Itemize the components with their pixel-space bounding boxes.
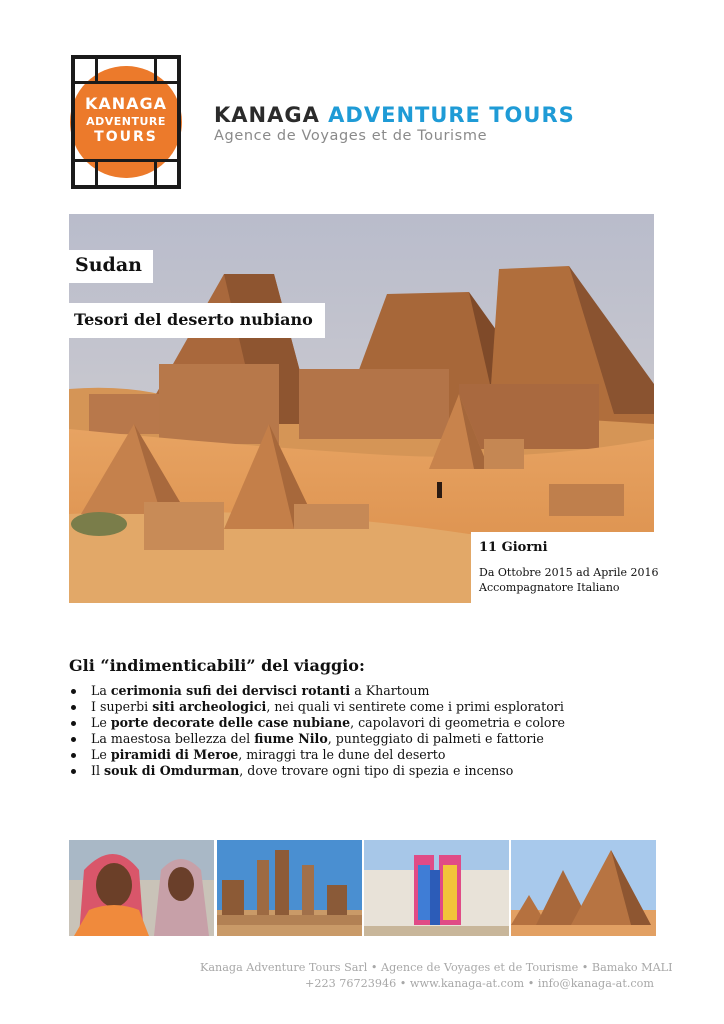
item-text: , dove trovare ogni tipo di spezia e incenso (239, 763, 514, 778)
item-text: Il (91, 763, 105, 778)
footer-line-1: Kanaga Adventure Tours Sarl • Agence de Voyages et de Tourisme • Bamako MALI (200, 961, 673, 974)
list-item (69, 715, 565, 731)
list-item (69, 731, 565, 747)
item-text: , miraggi tra le dune del deserto (238, 747, 446, 762)
page-title: Sudan (75, 254, 142, 276)
company-logo (68, 55, 184, 189)
list-item (69, 683, 565, 699)
bullet-icon (71, 769, 76, 774)
brand-subtitle: Agence de Voyages et de Tourisme (214, 128, 488, 144)
trip-dates: Da Ottobre 2015 ad Aprile 2016 (479, 566, 659, 579)
item-text: La maestosa bellezza del (91, 731, 255, 746)
logo-line-3: TOURS (94, 129, 158, 145)
bullet-icon (71, 705, 76, 710)
item-bold: souk di Omdurman (104, 763, 240, 778)
subtitle-box (69, 303, 325, 338)
photo-nubian-door (364, 840, 509, 936)
item-text: , nei quali vi sentirete come i primi esploratori (266, 699, 564, 714)
brand-name-kanaga: KANAGA (214, 103, 329, 127)
item-text: a Khartoum (350, 683, 430, 698)
highlights-heading: Gli “indimenticabili” del viaggio: (69, 656, 365, 675)
list-item (69, 747, 565, 763)
bullet-icon (71, 721, 76, 726)
bullet-icon (71, 753, 76, 758)
photo-temple-ruins (217, 840, 362, 936)
item-text: Le (91, 715, 111, 730)
page-subtitle: Tesori del deserto nubiano (74, 310, 313, 329)
item-text: La (91, 683, 111, 698)
logo-line-2: ADVENTURE (86, 115, 166, 128)
item-bold: porte decorate delle case nubiane (110, 715, 351, 730)
item-text: I superbi (91, 699, 153, 714)
list-item (69, 763, 565, 779)
brand-name-adventure: ADVENTURE TOURS (328, 103, 575, 127)
bullet-icon (71, 689, 76, 694)
trip-duration: 11 Giorni (479, 540, 548, 555)
item-bold: siti archeologici (152, 699, 267, 714)
trip-info-box (471, 532, 659, 603)
highlights-list (69, 683, 565, 779)
bullet-icon (71, 737, 76, 742)
photo-meroe-pyramids (511, 840, 656, 936)
item-text: Le (91, 747, 111, 762)
brand-name (214, 103, 575, 127)
item-bold: piramidi di Meroe (110, 747, 239, 762)
item-bold: cerimonia sufi dei dervisci rotanti (110, 683, 351, 698)
item-text: , punteggiato di palmeti e fattorie (327, 731, 544, 746)
list-item (69, 699, 565, 715)
footer-line-2: +223 76723946 • www.kanaga-at.com • info@kanaga-at.com (305, 977, 654, 990)
logo-line-1: KANAGA (84, 94, 168, 113)
item-text: , capolavori di geometria e colore (350, 715, 565, 730)
item-bold: fiume Nilo (254, 731, 328, 746)
brand-block (214, 103, 575, 144)
footer (200, 960, 673, 992)
photo-nubian-women (69, 840, 214, 936)
title-box (69, 250, 153, 283)
trip-guide: Accompagnatore Italiano (479, 581, 620, 594)
